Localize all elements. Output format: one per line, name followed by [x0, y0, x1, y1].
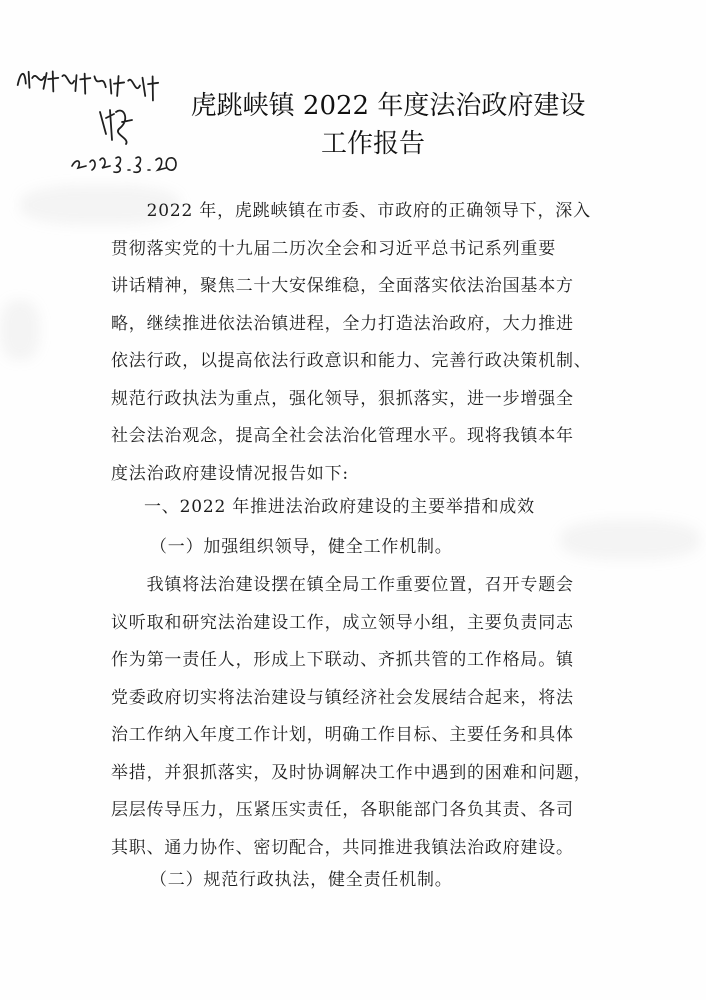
text-line: 社会法治观念，提高全社会法治化管理水平。现将我镇本年: [111, 426, 574, 446]
text-line: 作为第一责任人，形成上下联动、齐抓共管的工作格局。镇: [111, 650, 574, 670]
text-line: 略，继续推进依法治镇进程，全力打造法治政府，大力推进: [111, 313, 574, 334]
text-line: 层层传导压力，压紧压实责任，各职能部门各负其责、各司: [111, 800, 574, 820]
text-line: 我镇将法治建设摆在镇全局工作重要位置，召开专题会: [111, 575, 574, 595]
scan-smudge: [0, 300, 40, 360]
text-line: 讲话精神，聚焦二十大安保维稳，全面落实依法治国基本方: [111, 276, 574, 296]
text-line: 党委政府切实将法治建设与镇经济社会发展结合起来，将法: [111, 687, 574, 708]
text-line: 贯彻落实党的十九届二历次全会和习近平总书记系列重要: [111, 238, 556, 259]
text-line: 治工作纳入年度工作计划，明确工作目标、主要任务和具体: [111, 725, 574, 745]
subsection-heading: （二）规范行政执法，健全责任机制。: [150, 870, 453, 890]
scan-smudge: [560, 520, 700, 560]
text-line: 议听取和研究法治建设工作，成立领导小组，主要负责同志: [111, 612, 574, 633]
subsection-heading: （一）加强组织领导，健全工作机制。: [150, 537, 453, 557]
text-line: 2022 年，虎跳峡镇在市委、市政府的正确领导下，深入: [111, 201, 591, 221]
section-heading: 一、2022 年推进法治政府建设的主要举措和成效: [144, 497, 535, 517]
text-line: 度法治政府建设情况报告如下:: [111, 463, 349, 484]
text-line: 其职、通力协作、密切配合，共同推进我镇法治政府建设。: [111, 837, 574, 858]
intro-paragraph: [111, 193, 609, 493]
text-line: 依法行政，以提高依法行政意识和能力、完善行政决策机制、: [111, 351, 592, 371]
text-line: 举措，并狠抓落实，及时协调解决工作中遇到的困难和问题，: [111, 762, 592, 783]
document-title-line-2: 工作报告: [320, 129, 425, 159]
document-title-line-1: 虎跳峡镇 2022 年度法治政府建设: [190, 91, 586, 121]
text-line: 规范行政执法为重点，强化领导，狠抓落实，进一步增强全: [111, 388, 574, 409]
subsection-paragraph: [111, 567, 609, 867]
